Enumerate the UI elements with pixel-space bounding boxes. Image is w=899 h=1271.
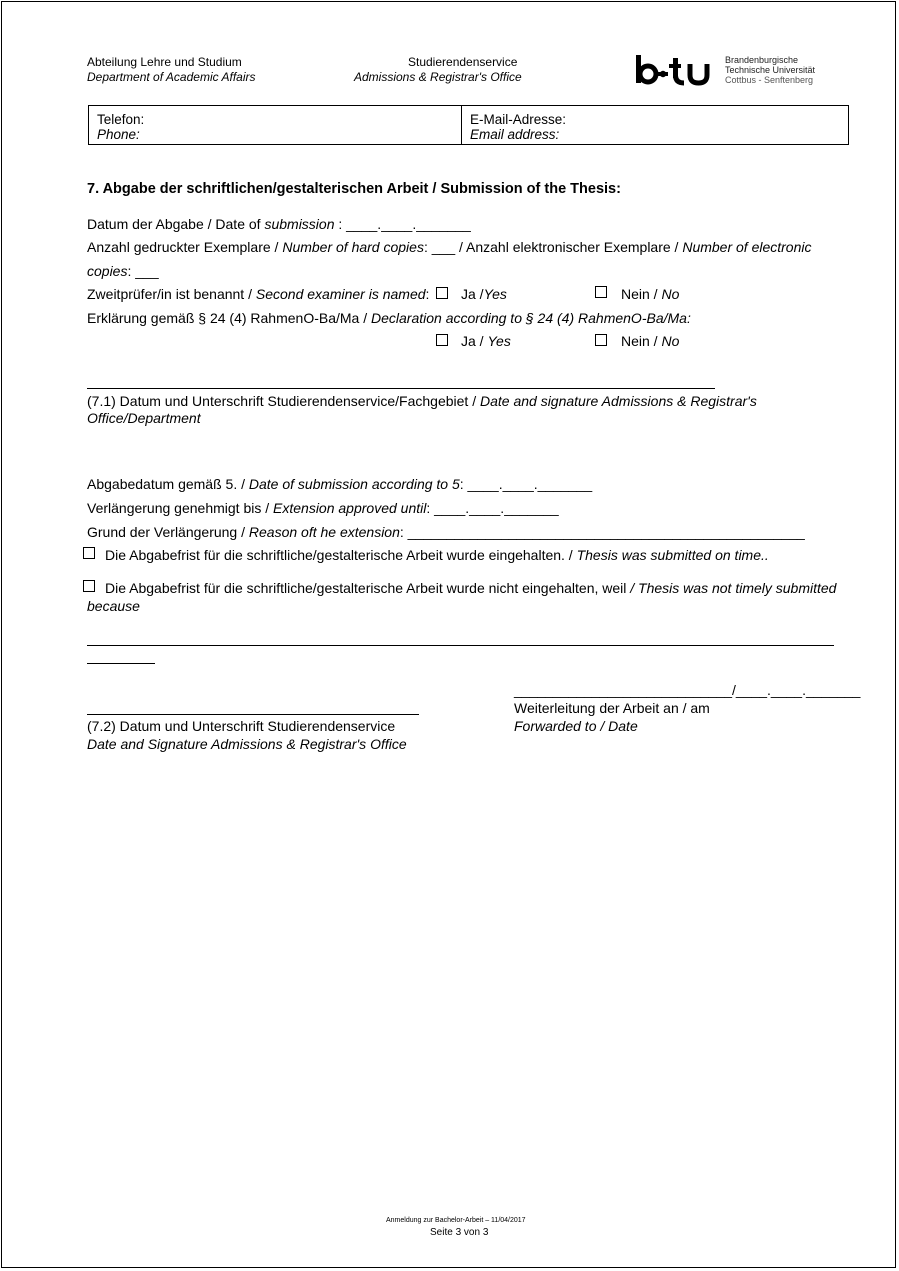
department-en: Department of Academic Affairs <box>87 70 256 84</box>
yes-label-en: Yes <box>483 286 507 302</box>
forward-blank[interactable]: ____________________________/____.____._______ <box>514 682 861 698</box>
document-page <box>1 1 896 1268</box>
phone-label-de: Telefon: <box>97 112 145 127</box>
no2-label-en: No <box>661 333 680 349</box>
deadline-missed-de: Die Abgabefrist für die schriftliche/gestalterische Arbeit wurde nicht eingehalten, weil <box>105 580 631 596</box>
deadline-met-en: Thesis was submitted on time.. <box>576 547 769 563</box>
second-examiner-label <box>87 286 429 303</box>
deadline-missed-label-cont: because <box>87 598 140 614</box>
reason-de: Grund der Verlängerung / <box>87 524 249 540</box>
reason-en: Reason oft he extension <box>248 524 400 540</box>
date-submission-label-en: submission <box>264 216 335 232</box>
electronic-copies-label-en: Number of electronic <box>682 239 812 255</box>
declaration-en: Declaration according to § 24 (4) RahmenO-Ba/Ma: <box>371 310 691 326</box>
yes2-label-en: Yes <box>487 333 511 349</box>
email-label-en: Email address: <box>470 127 560 142</box>
declaration-label <box>87 310 691 327</box>
extension-field[interactable] <box>87 500 559 517</box>
declaration-no-label <box>621 333 679 350</box>
second-examiner-no-checkbox[interactable] <box>595 286 607 298</box>
logo-line-2: Technische Universität <box>725 65 816 75</box>
submission-date-blank: : ____.____._______ <box>459 476 593 492</box>
submission-date-de: Abgabedatum gemäß 5. / <box>87 476 249 492</box>
phone-field[interactable] <box>89 106 461 144</box>
forward-label-en: Forwarded to / Date <box>514 718 638 734</box>
declaration-yes-checkbox[interactable] <box>436 334 448 346</box>
logo-text <box>725 55 815 85</box>
email-field[interactable] <box>462 106 848 144</box>
second-examiner-de: Zweitprüfer/in ist benannt / <box>87 286 256 302</box>
no2-label-de: Nein / <box>621 333 662 349</box>
second-examiner-yes-label <box>461 286 507 303</box>
hard-copies-label-de: Anzahl gedruckter Exemplare / <box>87 239 283 255</box>
section-title: 7. Abgabe der schriftlichen/gestalterischen Arbeit / Submission of the Thesis: <box>87 181 621 197</box>
logo-line-3: Cottbus - Senftenberg <box>725 75 814 85</box>
second-examiner-colon: : <box>425 286 430 302</box>
footer-doc-name: Anmeldung zur Bachelor-Arbeit – 11/04/2017 <box>386 1217 526 1224</box>
copies-field-cont[interactable] <box>87 263 159 280</box>
reason-field[interactable] <box>87 524 805 541</box>
signature-72-line[interactable] <box>87 714 419 715</box>
yes2-label-de: Ja / <box>461 333 488 349</box>
extension-en: Extension approved until <box>273 500 427 516</box>
deadline-met-checkbox[interactable] <box>83 547 95 559</box>
yes-label-de: Ja / <box>461 286 484 302</box>
second-examiner-en: Second examiner is named <box>255 286 426 302</box>
submission-date-en: Date of submission according to 5 <box>248 476 460 492</box>
date-of-submission-field[interactable] <box>87 216 471 233</box>
phone-label-en: Phone: <box>97 127 140 142</box>
no-label-de: Nein / <box>621 286 662 302</box>
electronic-copies-label-de: : ___ / Anzahl elektronischer Exemplare / <box>423 239 683 255</box>
signature-72-caption-en: Date and Signature Admissions & Registrar's Office <box>87 736 407 752</box>
signature-71-en: Date and signature Admissions & Registrar's <box>479 393 757 409</box>
footer-page-number: Seite 3 von 3 <box>430 1227 489 1238</box>
forward-label-de: Weiterleitung der Arbeit an / am <box>514 700 710 716</box>
copies-field[interactable] <box>87 239 812 256</box>
signature-71-caption-cont: Office/Department <box>87 410 201 426</box>
hard-copies-label-en: Number of hard copies <box>282 239 424 255</box>
deadline-missed-label <box>105 580 836 597</box>
office-en: Admissions & Registrar's Office <box>354 70 522 84</box>
email-label-de: E-Mail-Adresse: <box>470 112 567 127</box>
second-examiner-no-label <box>621 286 679 303</box>
date-submission-blank: : ____.____._______ <box>334 216 471 232</box>
logo-line-1: Brandenburgische <box>725 55 799 65</box>
department-de: Abteilung Lehre und Studium <box>87 55 242 69</box>
btu-logo-mark <box>634 52 718 88</box>
reason-writing-line-1[interactable] <box>87 645 834 646</box>
extension-blank: : ____.____._______ <box>426 500 559 516</box>
reason-writing-line-2[interactable] <box>87 663 155 664</box>
office-de: Studierendenservice <box>408 55 518 69</box>
declaration-no-checkbox[interactable] <box>595 334 607 346</box>
copies-label-en: copies <box>87 263 128 279</box>
second-examiner-yes-checkbox[interactable] <box>436 287 448 299</box>
no-label-en: No <box>661 286 680 302</box>
reason-blank: : ___________________________________________________ <box>399 524 805 540</box>
signature-71-de: (7.1) Datum und Unterschrift Studierendenservice/Fachgebiet / <box>87 393 480 409</box>
declaration-de: Erklärung gemäß § 24 (4) RahmenO-Ba/Ma / <box>87 310 372 326</box>
contact-box <box>88 105 849 145</box>
deadline-missed-checkbox[interactable] <box>83 580 95 592</box>
copies-blank: : ___ <box>127 263 159 279</box>
submission-date-field[interactable] <box>87 476 592 493</box>
signature-71-caption <box>87 393 757 410</box>
declaration-yes-label <box>461 333 511 350</box>
date-submission-label-de: Datum der Abgabe / Date of <box>87 216 265 232</box>
signature-72-caption-de: (7.2) Datum und Unterschrift Studierendenservice <box>87 718 396 734</box>
extension-de: Verlängerung genehmigt bis / <box>87 500 274 516</box>
signature-71-line[interactable] <box>87 388 715 389</box>
deadline-met-label <box>105 547 769 564</box>
deadline-missed-en: / Thesis was not timely submitted <box>630 580 837 596</box>
deadline-met-de: Die Abgabefrist für die schriftliche/gestalterische Arbeit wurde eingehalten. / <box>105 547 577 563</box>
